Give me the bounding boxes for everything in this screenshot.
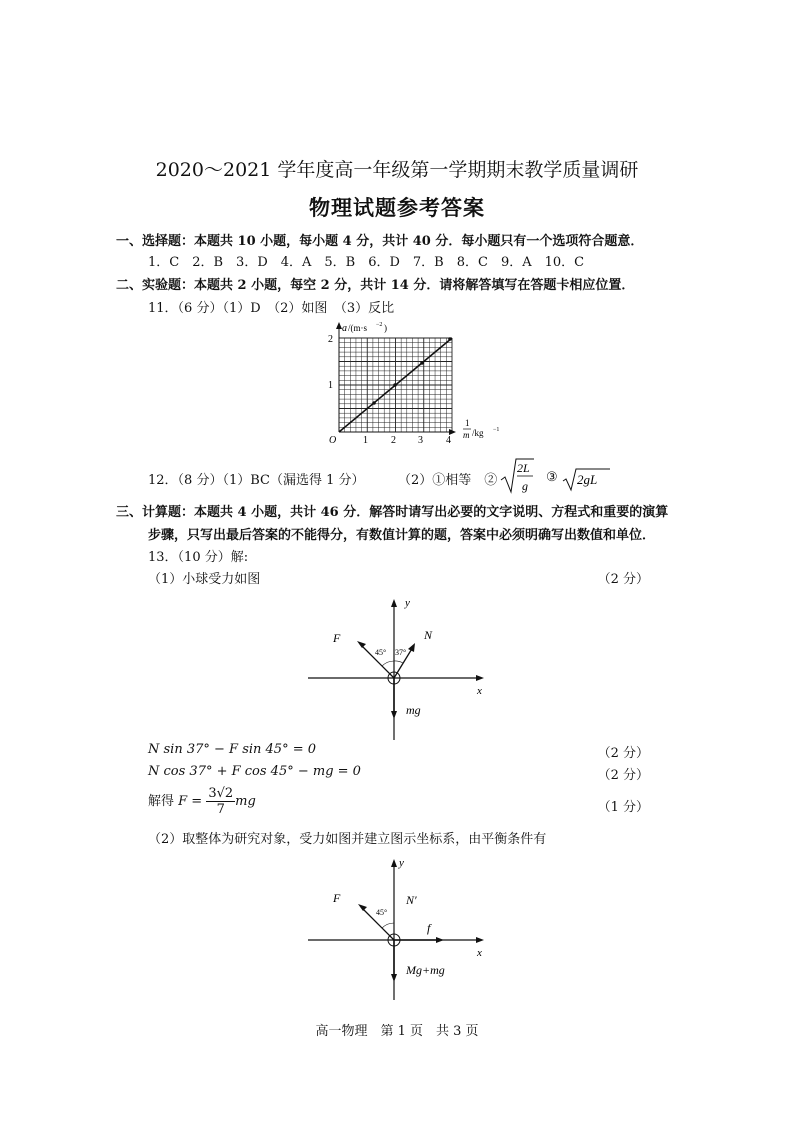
q12-sqrt-expr-1 [500, 456, 534, 496]
solution-score: （1 分） [597, 800, 649, 815]
d1-label-N: N [424, 628, 433, 642]
sqrt-radicand: 2gL [577, 472, 598, 487]
exam-title: 2020～2021 学年度高一年级第一学期期末教学质量调研 [155, 159, 639, 181]
graph-xlabel-num: 1 [465, 418, 470, 428]
equation-1-score: （2 分） [597, 746, 649, 761]
d2-label-weight: Mg+mg [406, 963, 445, 977]
graph-xtick-1: 1 [363, 435, 368, 446]
q12-part3: ③ [546, 470, 558, 485]
q13-part1-score: （2 分） [597, 572, 649, 587]
d2-label-F: F [333, 891, 341, 905]
graph-point [420, 361, 424, 365]
section1-heading: 一、选择题：本题共 10 小题，每小题 4 分，共计 40 分．每小题只有一个选项符合题意． [116, 234, 644, 249]
q12-part2: （2）①相等 ② [398, 473, 498, 488]
d1-angle-45: 45° [375, 648, 387, 657]
equation-2: N cos 37° + F cos 45° − mg = 0 [148, 764, 361, 779]
q13-part2: （2）取整体为研究对象，受力如图并建立图示坐标系，由平衡条件有 [148, 832, 547, 847]
sqrt-symbol [500, 456, 534, 496]
graph-ylabel-a: a [342, 323, 347, 334]
graph-ytick-1: 1 [328, 380, 333, 391]
solution-F: F [178, 794, 188, 809]
equation-1: N sin 37° − F sin 45° = 0 [148, 742, 316, 757]
d1-label-x: x [477, 685, 482, 697]
q11-graph [318, 318, 508, 448]
graph-xtick-3: 3 [418, 435, 423, 446]
d2-label-y: y [399, 857, 404, 869]
solution-denominator: 7 [216, 802, 225, 817]
solution-expression [148, 786, 256, 817]
d1-label-F: F [333, 631, 341, 645]
solution-prefix: 解得 [148, 794, 179, 809]
graph-point [372, 401, 376, 405]
q13-part1: （1）小球受力如图 [148, 572, 261, 587]
section1-answers: 1．C 2．B 3．D 4．A 5．B 6．D 7．B 8．C 9．A 10．C [148, 255, 585, 270]
d2-label-N: N′ [406, 893, 417, 907]
solution-fraction [206, 786, 235, 817]
d1-label-y: y [405, 597, 410, 609]
solution-equals: = [187, 794, 207, 809]
graph-xlabel-exp: −1 [493, 427, 500, 433]
page-footer: 高一物理 第 1 页 共 3 页 [315, 1024, 479, 1039]
graph-xtick-2: 2 [391, 435, 396, 446]
graph-ylabel-exp: −2 [376, 322, 383, 328]
force-diagram-2 [300, 852, 500, 1004]
graph-ylabel-close: ) [384, 323, 387, 333]
q12-sqrt-expr-2 [562, 466, 612, 496]
force-diagram-1 [300, 592, 500, 744]
d2-label-f: f [427, 921, 431, 935]
q11-answer: 11．（6 分）（1）D （2）如图 （3）反比 [148, 301, 395, 316]
section3-heading-line2: 步骤，只写出最后答案的不能得分，有数值计算的题，答案中必须明确写出数值和单位． [148, 528, 656, 543]
solution-numerator: 3√2 [208, 786, 234, 801]
d2-label-x: x [477, 947, 482, 959]
d1-label-mg: mg [406, 703, 421, 717]
graph-xlabel-den: m [463, 430, 470, 440]
graph-ytick-2: 2 [328, 334, 333, 345]
section3-heading-line1: 三、计算题：本题共 4 小题，共计 46 分．解答时请写出必要的文字说明、方程式和重要的演算 [116, 505, 669, 520]
sqrt-symbol [562, 466, 612, 492]
graph-origin: O [329, 435, 337, 446]
d1-angle-37: 37° [395, 648, 407, 657]
sqrt-denominator: g [522, 479, 528, 493]
graph-ylabel-unit: /(m·s [348, 323, 367, 333]
section2-heading: 二、实验题：本题共 2 小题，每空 2 分，共计 14 分．请将解答填写在答题卡相应位置． [116, 278, 635, 293]
graph-xtick-4: 4 [446, 435, 451, 446]
sqrt-numerator: 2L [517, 461, 530, 475]
graph-point [393, 383, 397, 387]
d2-angle-45: 45° [376, 908, 388, 917]
graph-xlabel-unit: /kg [472, 428, 484, 438]
answer-key-title: 物理试题参考答案 [309, 195, 485, 220]
equation-2-score: （2 分） [597, 768, 649, 783]
q12-part1: 12．（8 分）（1）BC（漏选得 1 分） [148, 473, 365, 488]
graph-point [448, 337, 452, 341]
q13-title: 13．（10 分）解: [148, 550, 249, 565]
solution-mg: mg [235, 794, 256, 809]
